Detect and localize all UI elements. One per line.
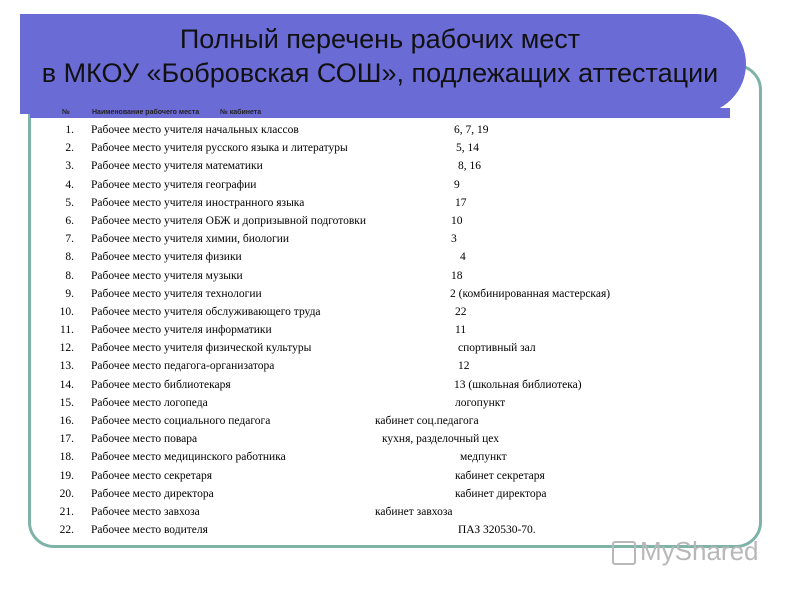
row-name: Рабочее место водителя: [91, 524, 208, 537]
row-room: 8, 16: [458, 160, 481, 173]
row-number: 9.: [65, 287, 74, 300]
row-number: 4.: [65, 178, 74, 191]
row-room: 5, 14: [456, 142, 479, 155]
row-number: 11.: [60, 324, 74, 337]
table-row: [0, 394, 800, 412]
row-room: кабинет соц.педагога: [375, 415, 479, 427]
title-line-2: в МКОУ «Бобровская СОШ», подлежащих аттестации: [41, 58, 719, 88]
watermark: [612, 536, 759, 567]
row-number: 12.: [59, 342, 74, 355]
table-row: [0, 357, 800, 375]
row-room: 6, 7, 19: [454, 124, 489, 136]
row-number: 6.: [65, 214, 74, 227]
table-row: [0, 194, 800, 212]
row-number: 21.: [59, 505, 74, 518]
row-number: 10.: [59, 305, 74, 318]
row-number: 20.: [59, 487, 74, 500]
row-number: 18.: [59, 451, 74, 464]
row-number: 5.: [65, 196, 74, 209]
row-name: Рабочее место педагога-организатора: [91, 360, 275, 373]
row-room: кабинет секретаря: [455, 469, 545, 482]
row-name: Рабочее место логопеда: [91, 396, 208, 409]
row-room: медпункт: [460, 451, 507, 464]
row-room: 17: [455, 196, 467, 209]
row-number: 19.: [59, 469, 74, 482]
table-row: [0, 285, 800, 303]
row-room: ПАЗ 320530-70.: [458, 524, 536, 537]
row-name: Рабочее место завхоза: [91, 505, 200, 518]
row-name: Рабочее место учителя начальных классов: [91, 124, 299, 136]
row-room: кабинет завхоза: [375, 505, 453, 518]
row-name: Рабочее место учителя иностранного языка: [91, 196, 305, 209]
row-room: 12: [458, 360, 470, 373]
row-name: Рабочее место секретаря: [91, 469, 213, 482]
header-room: № кабинета: [220, 109, 262, 116]
table-row: [0, 485, 800, 503]
row-number: 3.: [65, 160, 74, 173]
row-room: 10: [451, 214, 463, 227]
table-row: [0, 448, 800, 466]
row-name: Рабочее место учителя музыки: [91, 269, 243, 282]
row-name: Рабочее место учителя химии, биологии: [91, 233, 290, 246]
row-room: 11: [455, 324, 467, 337]
table-row: [0, 230, 800, 248]
row-room: 22: [455, 305, 467, 318]
row-room: 18: [451, 269, 463, 282]
row-name: Рабочее место социального педагога: [91, 415, 271, 427]
workplace-table: [0, 121, 800, 539]
row-number: 17.: [59, 433, 74, 446]
row-number: 8.: [65, 251, 74, 264]
row-number: 7.: [65, 233, 74, 246]
watermark-text: MyShared: [640, 536, 759, 566]
header-name: Наименование рабочего места: [92, 109, 200, 116]
table-row: [0, 430, 800, 448]
row-name: Рабочее место учителя физической культуры: [91, 342, 312, 355]
row-number: 8.: [65, 269, 74, 282]
row-name: Рабочее место медицинского работника: [91, 451, 286, 464]
row-number: 15.: [59, 396, 74, 409]
row-room: 13 (школьная библиотека): [454, 378, 582, 391]
row-name: Рабочее место библиотекаря: [91, 378, 231, 391]
header-num: №: [62, 109, 70, 116]
row-room: кухня, разделочный цех: [382, 433, 500, 446]
row-name: Рабочее место учителя технологии: [91, 287, 262, 300]
row-name: Рабочее место учителя русского языка и литературы: [91, 142, 348, 155]
slide-title: [40, 22, 720, 90]
row-room: 3: [451, 233, 457, 246]
row-name: Рабочее место учителя обслуживающего труда: [91, 305, 321, 318]
row-room: кабинет директора: [455, 487, 547, 500]
table-row: [0, 303, 800, 321]
presentation-board-icon: [612, 541, 636, 565]
row-number: 22.: [59, 524, 74, 537]
table-row: [0, 376, 800, 394]
row-room: спортивный зал: [458, 342, 536, 355]
row-room: логопункт: [455, 396, 506, 409]
table-row: [0, 176, 800, 194]
row-name: Рабочее место учителя физики: [91, 251, 242, 264]
table-row: [0, 339, 800, 357]
row-name: Рабочее место повара: [91, 433, 198, 446]
row-room: 2 (комбинированная мастерская): [450, 287, 611, 300]
row-number: 1.: [65, 124, 74, 136]
table-row: [0, 121, 800, 139]
table-row: [0, 503, 800, 521]
row-room: 4: [460, 251, 466, 264]
row-number: 13.: [59, 360, 74, 373]
table-row: [0, 248, 800, 266]
row-name: Рабочее место учителя ОБЖ и допризывной подготовки: [91, 214, 367, 227]
row-name: Рабочее место учителя информатики: [91, 324, 272, 337]
row-number: 14.: [59, 378, 74, 391]
row-number: 16.: [59, 415, 74, 427]
row-room: 9: [454, 178, 460, 191]
table-row: [0, 139, 800, 157]
table-row: [0, 467, 800, 485]
table-row: [0, 267, 800, 285]
title-line-1: Полный перечень рабочих мест: [179, 24, 581, 54]
table-header: [30, 108, 730, 118]
row-number: 2.: [65, 142, 74, 155]
row-name: Рабочее место учителя математики: [91, 160, 263, 173]
table-row: [0, 412, 800, 430]
table-row: [0, 212, 800, 230]
row-name: Рабочее место учителя географии: [91, 178, 257, 191]
table-row: [0, 157, 800, 175]
table-row: [0, 321, 800, 339]
row-name: Рабочее место директора: [91, 487, 214, 500]
